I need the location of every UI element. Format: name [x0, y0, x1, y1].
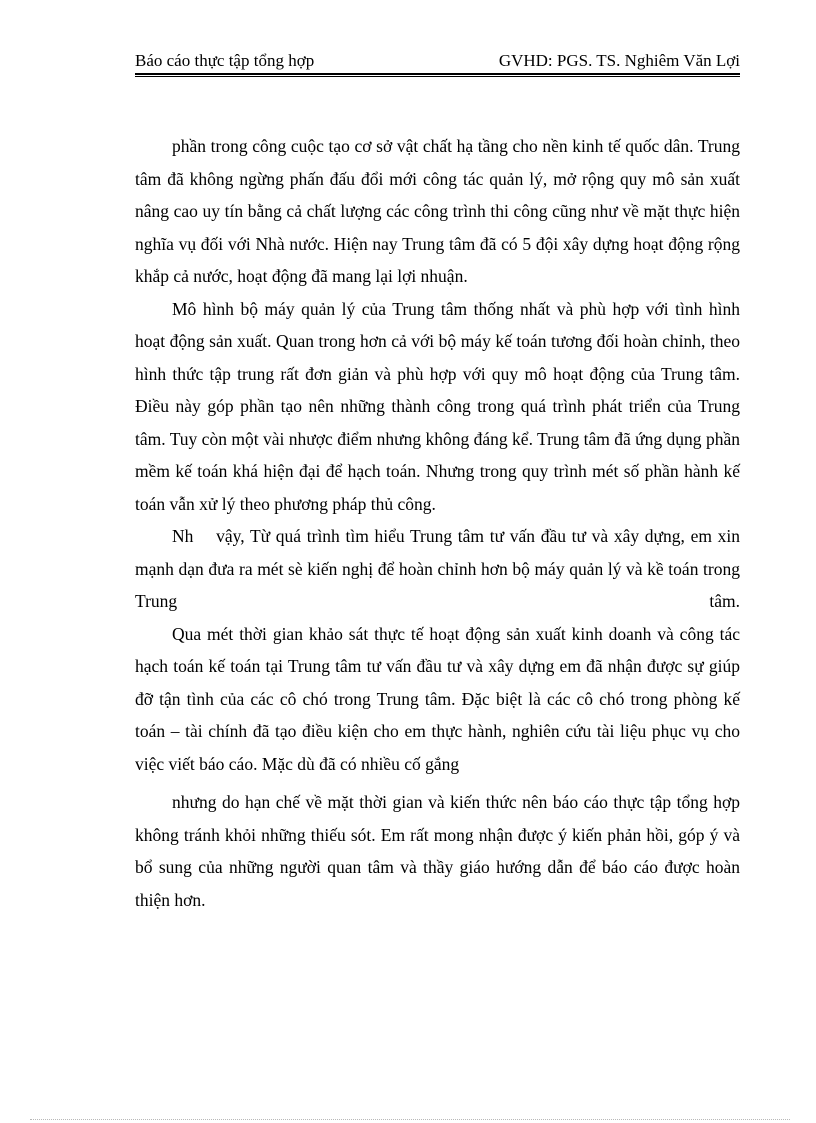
header-supervisor: GVHD: PGS. TS. Nghiêm Văn Lợi [498, 51, 740, 70]
page-bottom-divider [30, 1119, 790, 1120]
paragraph-recommendations: Nh vậy, Từ quá trình tìm hiểu Trung tâm tư vấn đầu tư và xây dựng, em xin mạnh dạn đưa ra mét sè kiến nghị để hoàn chỉnh hơn bộ máy quản lý và kề toán trong Trung tâm. [135, 526, 745, 611]
paragraph-management-model: Mô hình bộ máy quản lý của Trung tâm thống nhất và phù hợp với tình hình hoạt động sản xuất. Quan trong hơn cả với bộ máy kế toán tương đối hoàn chỉnh, theo hình thức tập trung rất đơn giản và phù hợp với quy mô hoạt động của Trung tâm. Điều này góp phần tạo nên những thành công trong quá trình phát triển của Trung tâm. Tuy còn một vài nhược điểm nhưng không đáng kể. Trung tâm đã ứng dụng phần mềm kế toán khá hiện đại để hạch toán. Nhưng trong quy trình mét số phần hành kế toán vẫn xử lý theo phương pháp thủ công. [135, 298, 740, 514]
paragraph-closing: nhưng do hạn chế về mặt thời gian và kiến thức nên báo cáo thực tập tổng hợp không tránh khỏi những thiếu sót. Em rất mong nhận được ý kiến phản hồi, góp ý và bổ sung của những người quan tâm và thầy giáo hướng dẫn để báo cáo được hoàn thiện hơn. [135, 792, 740, 910]
document-body [135, 130, 745, 916]
paragraph-acknowledgement: Qua mét thời gian khảo sát thực tế hoạt động sản xuất kinh doanh và công tác hạch toán kế toán tại Trung tâm tư vấn đầu tư và xây dựng em đã nhận được sự giúp đỡ tận tình của các cô chó trong Trung tâm. Đặc biệt là các cô chó trong phòng kế toán – tài chính đã tạo điều kiện cho em thực hành, nghiên cứu tài liệu phục vụ cho việc viết báo cáo. Mặc dù đã có nhiều cố gắng [135, 623, 740, 774]
page-header [135, 50, 740, 72]
paragraph-continuation: phần trong công cuộc tạo cơ sở vật chất hạ tầng cho nền kinh tế quốc dân. Trung tâm đã không ngừng phấn đấu đổi mới công tác quản lý, mở rộng quy mô sản xuất nâng cao uy tín bằng cả chất lượng các công trình thi công cũng như về mặt thực hiện nghĩa vụ đối với Nhà nước. Hiện nay Trung tâm đã có 5 đội xây dựng hoạt động rộng khắp cả nước, hoạt động đã mang lại lợi nhuận. [135, 136, 740, 286]
header-report-title: Báo cáo thực tập tổng hợp [135, 51, 315, 70]
header-divider [135, 73, 740, 77]
